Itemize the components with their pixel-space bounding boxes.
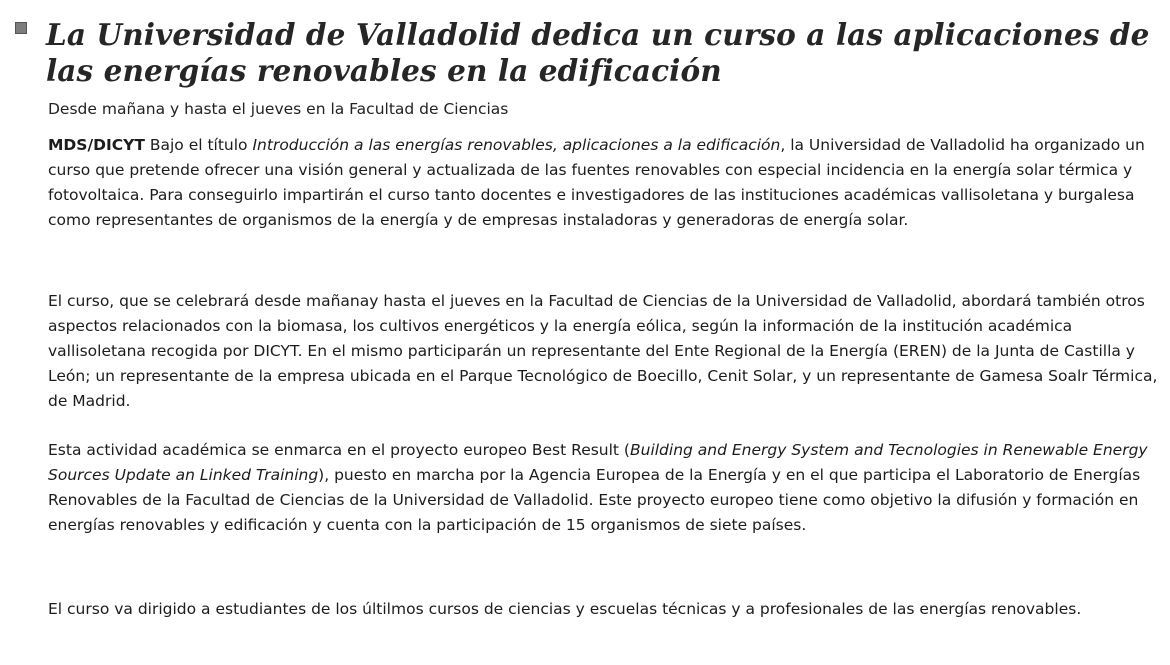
subheadline: Desde mañana y hasta el jueves en la Facultad de Ciencias [48,100,509,118]
paragraph-2: El curso, que se celebrará desde mañanay hasta el jueves en la Facultad de Ciencias de la Universidad de Valladolid, abordará también otros aspectos relacionados con la biomasa, los cultivos energéticos y la energía eólica, según la información de la institución académica vallisoletana recogida por DICYT. En el mismo participarán un representante del Ente Regional de la Energía (EREN) de la Junta de Castilla y León; un representante de la empresa ubicada en el Parque Tecnológico de Boecillo, Cenit Solar, y un representante de Gamesa Soalr Térmica, de Madrid. [48,292,1158,410]
paragraph-4: El curso va dirigido a estudiantes de los últilmos cursos de ciencias y escuelas técnicas y a profesionales de las energías renovables. [48,600,1082,618]
paragraph-3-rest: ), puesto en marcha por la Agencia Europea de la Energía y en el que participa el Laboratorio de Energías Renovables de la Facultad de Ciencias de la Universidad de Valladolid. Este proyecto europeo tiene como objetivo la difusión y formación en energías renovables y edificación y cuenta con la participación de 15 organismos de siete países. [48,466,1141,534]
paragraph-3 [48,438,1160,538]
paragraph-1-rest: , la Universidad de Valladolid ha organizado un curso que pretende ofrecer una visión general y actualizada de las fuentes renovables con especial incidencia en la energía solar térmica y fotovoltaica. Para conseguirlo impartirán el curso tanto docentes e investigadores de las instituciones académicas vallisoletana y burgalesa como representantes de organismos de la energía y de empresas instaladoras y generadoras de energía solar. [48,136,1145,229]
paragraph-3-lead: Esta actividad académica se enmarca en el proyecto europeo Best Result ( [48,441,630,459]
course-title: Introducción a las energías renovables, aplicaciones a la edificación [252,136,781,154]
project-name: Building and Energy System and Tecnologies in Renewable Energy Sources Update an Linked Training [48,441,1148,484]
square-bullet-icon [15,22,27,34]
paragraph-1 [48,133,1160,233]
headline: La Universidad de Valladolid dedica un curso a las aplicaciones de las energías renovables en la edificación [46,17,1150,88]
paragraph-1-lead: Bajo el título [144,136,253,154]
agency-byline: MDS/DICYT [48,136,145,154]
